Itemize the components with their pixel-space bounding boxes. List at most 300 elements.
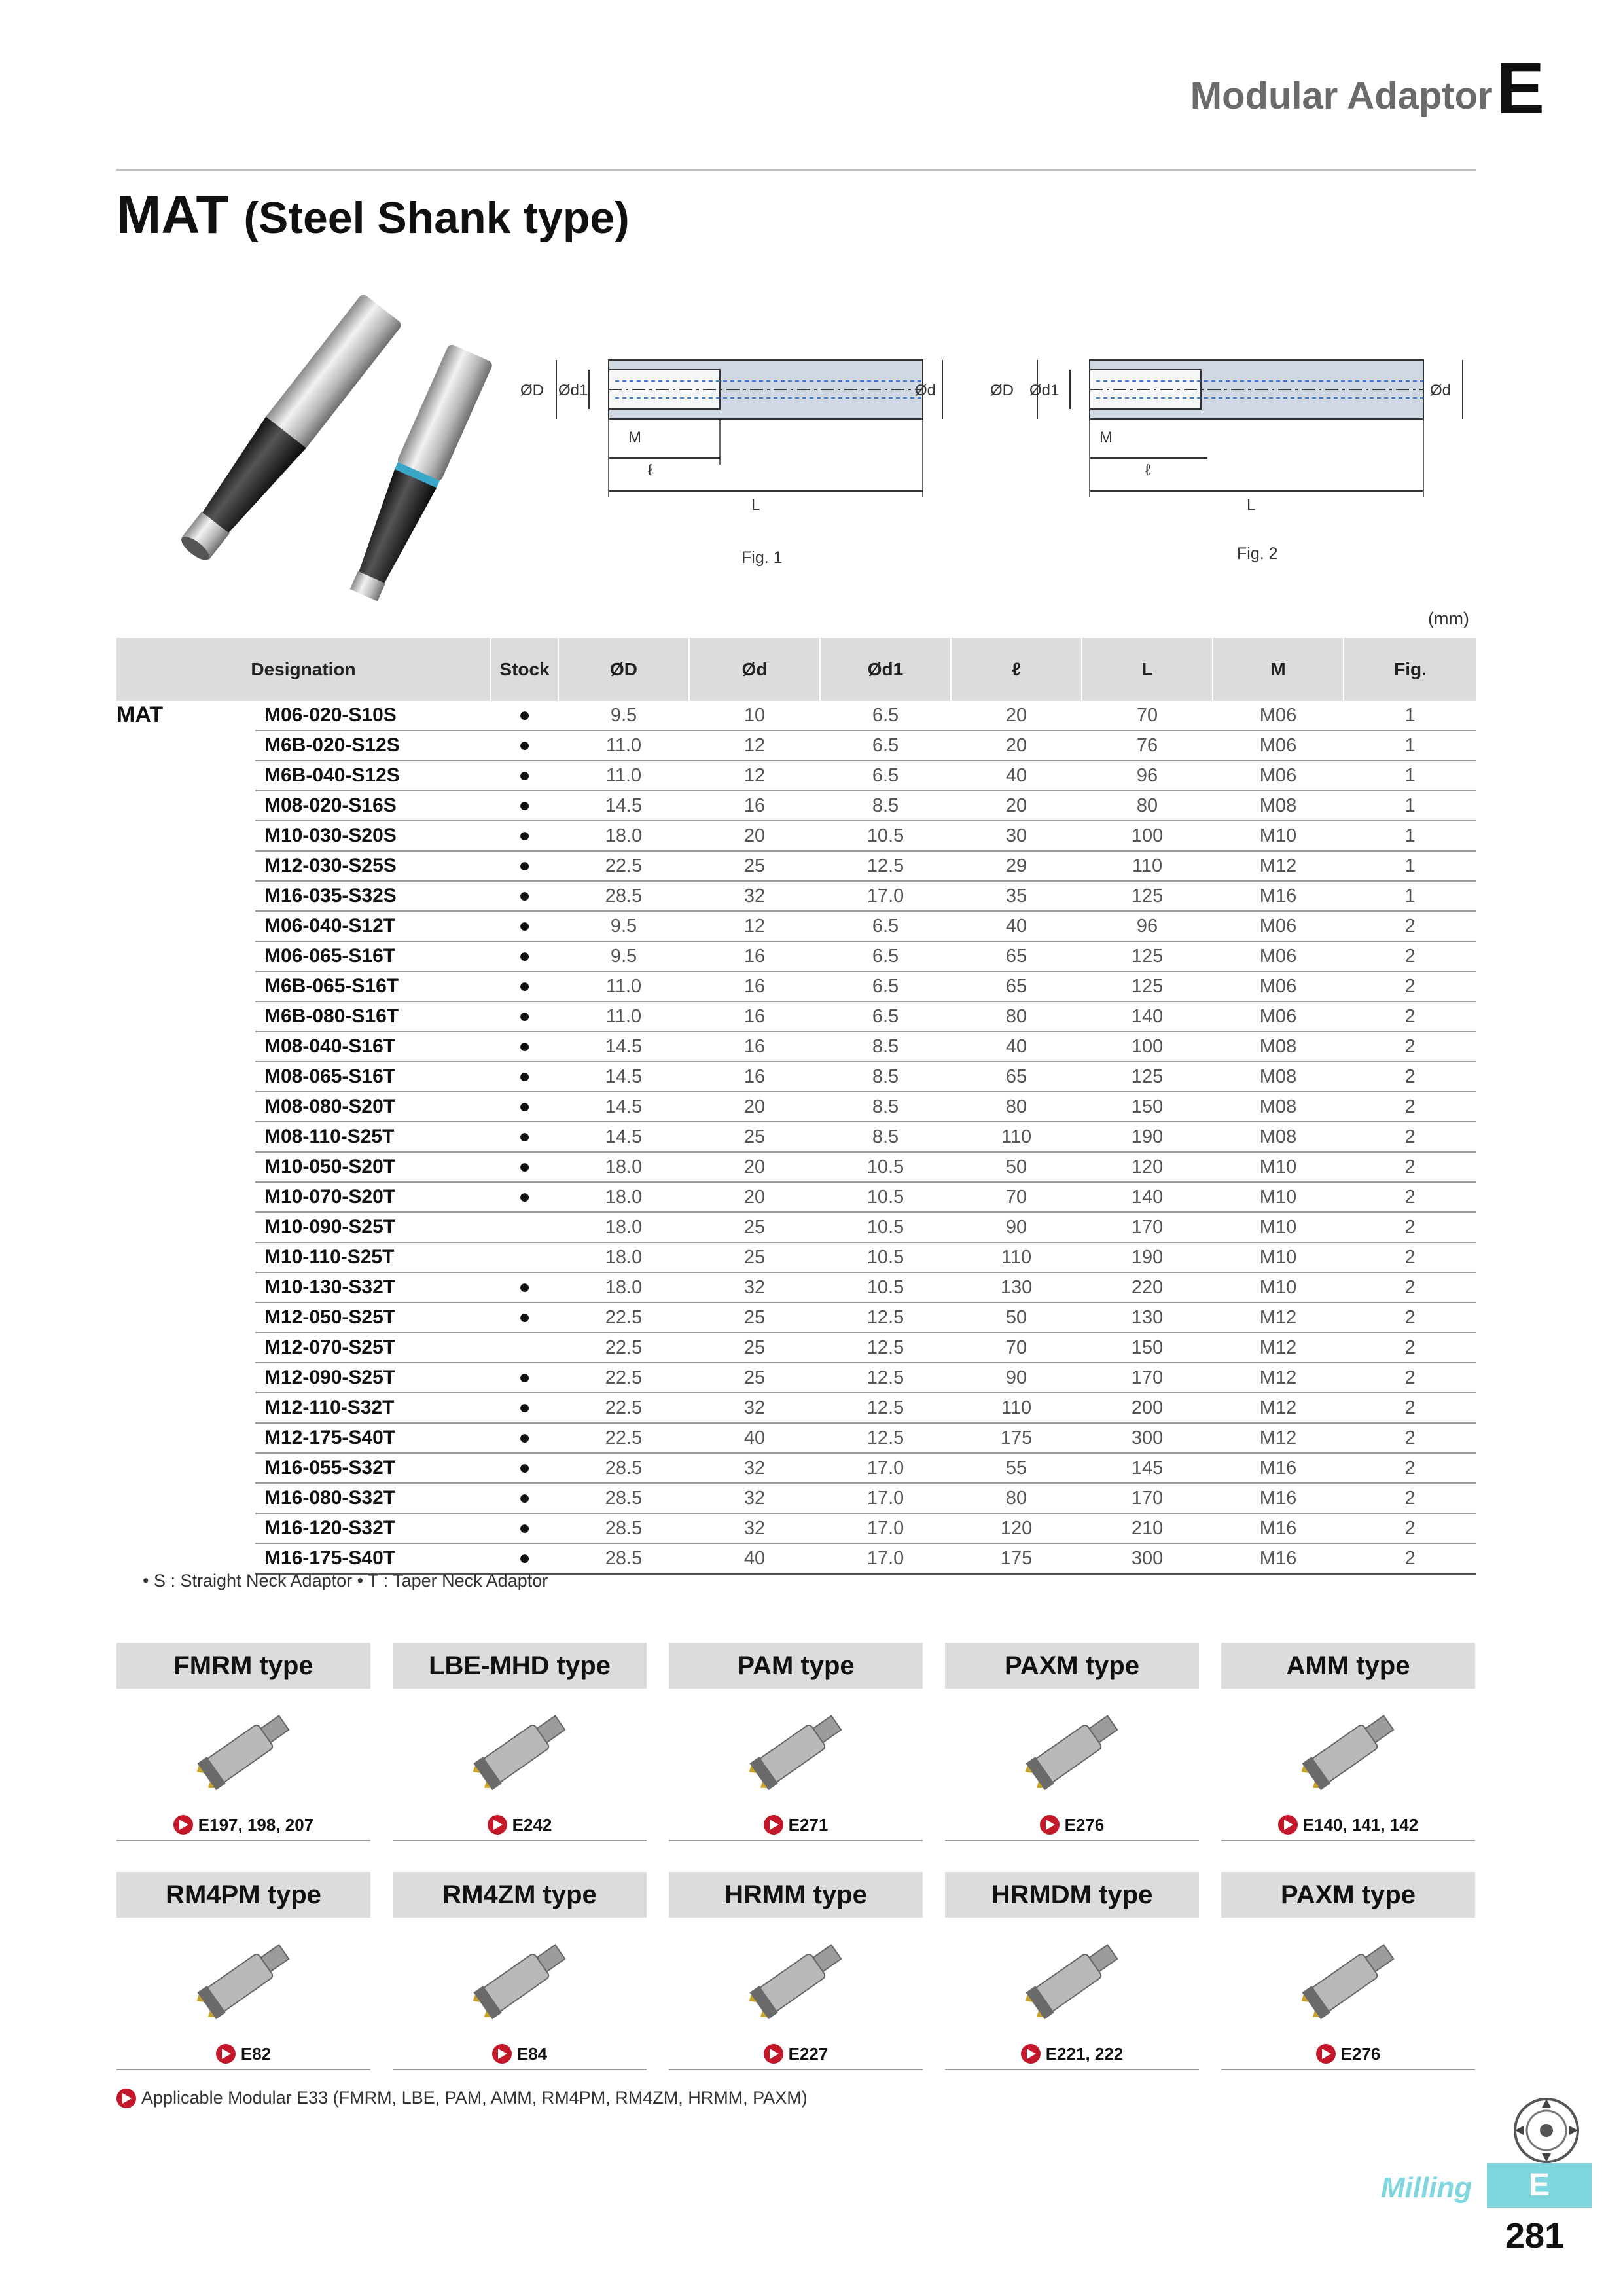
figure-2-label-L: L xyxy=(1247,496,1256,514)
d-cell: 32 xyxy=(689,1453,820,1483)
d1-cell: 8.5 xyxy=(820,1062,951,1092)
table-row xyxy=(116,1242,1476,1272)
l-cell: 65 xyxy=(951,1062,1082,1092)
designation-cell: M12-110-S32T xyxy=(255,1393,491,1423)
table-row xyxy=(116,1483,1476,1513)
page-title xyxy=(116,185,630,246)
stock-cell: ● xyxy=(491,1152,558,1182)
type-card[interactable] xyxy=(945,1872,1199,2075)
D-cell: 22.5 xyxy=(558,1393,689,1423)
d-cell: 12 xyxy=(689,730,820,761)
designation-cell: M6B-065-S16T xyxy=(255,971,491,1001)
d-cell: 20 xyxy=(689,821,820,851)
M-cell: M08 xyxy=(1213,1062,1344,1092)
L-cell: 76 xyxy=(1082,730,1213,761)
d1-cell: 8.5 xyxy=(820,1122,951,1152)
d1-cell: 17.0 xyxy=(820,881,951,911)
fig-cell: 2 xyxy=(1344,1242,1476,1272)
section-name: Modular Adaptor xyxy=(1190,75,1493,117)
reference-arrow-icon xyxy=(764,2044,783,2064)
figure-2-label-D: ØD xyxy=(990,382,1014,399)
l-cell: 65 xyxy=(951,971,1082,1001)
page-reference[interactable] xyxy=(945,1810,1199,1841)
D-cell: 11.0 xyxy=(558,730,689,761)
page-reference[interactable] xyxy=(669,2039,923,2070)
cutter-image xyxy=(1221,1918,1475,2039)
L-cell: 145 xyxy=(1082,1453,1213,1483)
page-title-sub: (Steel Shank type) xyxy=(243,193,630,243)
fig-cell: 2 xyxy=(1344,1423,1476,1453)
header-stock: Stock xyxy=(491,638,558,701)
l-cell: 90 xyxy=(951,1363,1082,1393)
d1-cell: 12.5 xyxy=(820,1423,951,1453)
footnote xyxy=(116,2088,808,2108)
d1-cell: 10.5 xyxy=(820,1272,951,1302)
stock-cell: ● xyxy=(491,1182,558,1212)
stock-cell: ● xyxy=(491,791,558,821)
fig-cell: 2 xyxy=(1344,1513,1476,1543)
d1-cell: 6.5 xyxy=(820,1001,951,1031)
header-L: L xyxy=(1082,638,1213,701)
D-cell: 28.5 xyxy=(558,1543,689,1574)
fig-cell: 2 xyxy=(1344,1152,1476,1182)
cutter-image xyxy=(945,1918,1199,2039)
type-card-title: AMM type xyxy=(1221,1643,1475,1689)
l-cell: 120 xyxy=(951,1513,1082,1543)
type-card-title: RM4ZM type xyxy=(393,1872,647,1918)
d1-cell: 12.5 xyxy=(820,1302,951,1333)
d-cell: 20 xyxy=(689,1092,820,1122)
page-reference[interactable] xyxy=(669,1810,923,1841)
reference-arrow-icon xyxy=(216,2044,236,2064)
reference-text: E276 xyxy=(1064,1814,1105,1835)
L-cell: 150 xyxy=(1082,1092,1213,1122)
header-fig: Fig. xyxy=(1344,638,1476,701)
stock-cell: ● xyxy=(491,1272,558,1302)
type-card[interactable] xyxy=(1221,1643,1475,1846)
l-cell: 175 xyxy=(951,1423,1082,1453)
table-row xyxy=(116,1062,1476,1092)
d-cell: 32 xyxy=(689,1513,820,1543)
D-cell: 28.5 xyxy=(558,881,689,911)
designation-cell: M16-120-S32T xyxy=(255,1513,491,1543)
L-cell: 96 xyxy=(1082,911,1213,941)
table-row xyxy=(116,1092,1476,1122)
figure-2-label-l: ℓ xyxy=(1145,461,1150,479)
table-row xyxy=(116,730,1476,761)
L-cell: 70 xyxy=(1082,701,1213,730)
type-card-title: HRMDM type xyxy=(945,1872,1199,1918)
designation-cell: M12-030-S25S xyxy=(255,851,491,881)
designation-cell: M08-040-S16T xyxy=(255,1031,491,1062)
table-row xyxy=(116,1423,1476,1453)
d-cell: 16 xyxy=(689,1001,820,1031)
designation-cell: M10-050-S20T xyxy=(255,1152,491,1182)
table-row xyxy=(116,1152,1476,1182)
stock-cell: ● xyxy=(491,941,558,971)
M-cell: M12 xyxy=(1213,1363,1344,1393)
D-cell: 11.0 xyxy=(558,1001,689,1031)
page-reference[interactable] xyxy=(116,1810,370,1841)
d1-cell: 10.5 xyxy=(820,1152,951,1182)
fig-cell: 1 xyxy=(1344,761,1476,791)
M-cell: M16 xyxy=(1213,1543,1344,1574)
cutter-image xyxy=(393,1689,647,1810)
stock-cell: ● xyxy=(491,1031,558,1062)
designation-cell: M08-065-S16T xyxy=(255,1062,491,1092)
M-cell: M10 xyxy=(1213,1152,1344,1182)
d-cell: 25 xyxy=(689,1212,820,1242)
stock-cell: ● xyxy=(491,821,558,851)
page-reference[interactable] xyxy=(116,2039,370,2070)
fig-cell: 1 xyxy=(1344,791,1476,821)
table-row xyxy=(116,1513,1476,1543)
table-row xyxy=(116,1543,1476,1574)
reference-arrow-icon xyxy=(116,2089,136,2108)
d1-cell: 8.5 xyxy=(820,1092,951,1122)
L-cell: 100 xyxy=(1082,1031,1213,1062)
header-d: Ød xyxy=(689,638,820,701)
designation-cell: M10-090-S25T xyxy=(255,1212,491,1242)
reference-text: E227 xyxy=(788,2043,829,2064)
D-cell: 14.5 xyxy=(558,1092,689,1122)
l-cell: 40 xyxy=(951,1031,1082,1062)
stock-cell xyxy=(491,1333,558,1363)
M-cell: M06 xyxy=(1213,971,1344,1001)
type-card-title: PAXM type xyxy=(1221,1872,1475,1918)
fig-cell: 2 xyxy=(1344,911,1476,941)
l-cell: 20 xyxy=(951,791,1082,821)
stock-cell xyxy=(491,1242,558,1272)
L-cell: 140 xyxy=(1082,1182,1213,1212)
spec-table xyxy=(116,638,1476,1575)
d1-cell: 6.5 xyxy=(820,941,951,971)
M-cell: M08 xyxy=(1213,791,1344,821)
figure-1-label-L: L xyxy=(751,496,760,514)
fig-cell: 2 xyxy=(1344,1092,1476,1122)
l-cell: 80 xyxy=(951,1092,1082,1122)
designation-cell: M10-130-S32T xyxy=(255,1272,491,1302)
D-cell: 18.0 xyxy=(558,1152,689,1182)
designation-cell: M10-110-S25T xyxy=(255,1242,491,1272)
l-cell: 50 xyxy=(951,1302,1082,1333)
stock-cell: ● xyxy=(491,1092,558,1122)
L-cell: 190 xyxy=(1082,1242,1213,1272)
L-cell: 120 xyxy=(1082,1152,1213,1182)
fig-cell: 1 xyxy=(1344,881,1476,911)
figure-1-label-D: ØD xyxy=(520,382,544,399)
page-number: 281 xyxy=(1505,2216,1565,2255)
stock-cell: ● xyxy=(491,911,558,941)
stock-cell: ● xyxy=(491,1513,558,1543)
D-cell: 22.5 xyxy=(558,1363,689,1393)
M-cell: M10 xyxy=(1213,1182,1344,1212)
table-row xyxy=(116,1272,1476,1302)
designation-cell: M16-055-S32T xyxy=(255,1453,491,1483)
M-cell: M06 xyxy=(1213,761,1344,791)
table-row xyxy=(116,1031,1476,1062)
header-designation: Designation xyxy=(116,638,491,701)
figure-1-label-d1: Ød1 xyxy=(558,382,588,399)
type-card[interactable] xyxy=(393,1872,647,2075)
D-cell: 18.0 xyxy=(558,1242,689,1272)
cutter-image xyxy=(669,1689,923,1810)
l-cell: 40 xyxy=(951,911,1082,941)
footnote-text: Applicable Modular E33 (FMRM, LBE, PAM, AMM, RM4PM, RM4ZM, HRMM, PAXM) xyxy=(141,2088,808,2108)
stock-cell: ● xyxy=(491,1062,558,1092)
M-cell: M16 xyxy=(1213,881,1344,911)
d1-cell: 6.5 xyxy=(820,730,951,761)
d1-cell: 12.5 xyxy=(820,851,951,881)
legend: • S : Straight Neck Adaptor • T : Taper Neck Adaptor xyxy=(143,1571,548,1590)
L-cell: 125 xyxy=(1082,941,1213,971)
L-cell: 170 xyxy=(1082,1212,1213,1242)
M-cell: M12 xyxy=(1213,851,1344,881)
header-divider xyxy=(116,169,1476,171)
units-label: (mm) xyxy=(1428,609,1469,628)
L-cell: 210 xyxy=(1082,1513,1213,1543)
designation-cell: M12-090-S25T xyxy=(255,1363,491,1393)
stock-cell: ● xyxy=(491,701,558,730)
designation-cell: M16-035-S32S xyxy=(255,881,491,911)
L-cell: 125 xyxy=(1082,1062,1213,1092)
reference-text: E197, 198, 207 xyxy=(198,1814,314,1835)
l-cell: 80 xyxy=(951,1001,1082,1031)
L-cell: 125 xyxy=(1082,881,1213,911)
page-reference[interactable] xyxy=(945,2039,1199,2070)
reference-text: E84 xyxy=(516,2043,548,2064)
fig-cell: 2 xyxy=(1344,1483,1476,1513)
table-row xyxy=(116,851,1476,881)
stock-cell: ● xyxy=(491,730,558,761)
cutter-image xyxy=(945,1689,1199,1810)
D-cell: 22.5 xyxy=(558,1333,689,1363)
header-M: M xyxy=(1213,638,1344,701)
M-cell: M10 xyxy=(1213,1242,1344,1272)
reference-arrow-icon xyxy=(1021,2044,1041,2064)
D-cell: 22.5 xyxy=(558,851,689,881)
reference-arrow-icon xyxy=(492,2044,512,2064)
fig-cell: 2 xyxy=(1344,1543,1476,1574)
type-card[interactable] xyxy=(116,1872,370,2075)
fig-cell: 2 xyxy=(1344,941,1476,971)
D-cell: 28.5 xyxy=(558,1453,689,1483)
l-cell: 175 xyxy=(951,1543,1082,1574)
d-cell: 25 xyxy=(689,1333,820,1363)
type-card-title: LBE-MHD type xyxy=(393,1643,647,1689)
designation-cell: M08-080-S20T xyxy=(255,1092,491,1122)
reference-text: E276 xyxy=(1340,2043,1381,2064)
table-row xyxy=(116,1333,1476,1363)
L-cell: 140 xyxy=(1082,1001,1213,1031)
reference-arrow-icon xyxy=(488,1815,507,1835)
cutter-image xyxy=(669,1918,923,2039)
M-cell: M08 xyxy=(1213,1122,1344,1152)
M-cell: M12 xyxy=(1213,1423,1344,1453)
d1-cell: 10.5 xyxy=(820,1242,951,1272)
designation-cell: M6B-040-S12S xyxy=(255,761,491,791)
stock-cell: ● xyxy=(491,1122,558,1152)
designation-cell: M16-080-S32T xyxy=(255,1483,491,1513)
type-card[interactable] xyxy=(669,1643,923,1846)
figure-2-label-M: M xyxy=(1099,429,1113,446)
reference-text: E82 xyxy=(240,2043,272,2064)
d-cell: 16 xyxy=(689,791,820,821)
M-cell: M06 xyxy=(1213,911,1344,941)
designation-cell: M6B-080-S16T xyxy=(255,1001,491,1031)
reference-arrow-icon xyxy=(1278,1815,1298,1835)
D-cell: 9.5 xyxy=(558,911,689,941)
cutter-image xyxy=(116,1918,370,2039)
d1-cell: 10.5 xyxy=(820,1182,951,1212)
L-cell: 125 xyxy=(1082,971,1213,1001)
d-cell: 16 xyxy=(689,941,820,971)
d-cell: 12 xyxy=(689,911,820,941)
tab-label: Milling xyxy=(1381,2172,1472,2204)
fig-cell: 2 xyxy=(1344,1182,1476,1212)
d1-cell: 10.5 xyxy=(820,821,951,851)
fig-cell: 2 xyxy=(1344,1031,1476,1062)
type-card[interactable] xyxy=(945,1643,1199,1846)
D-cell: 14.5 xyxy=(558,1031,689,1062)
d1-cell: 17.0 xyxy=(820,1513,951,1543)
designation-cell: M10-030-S20S xyxy=(255,821,491,851)
type-card-title: FMRM type xyxy=(116,1643,370,1689)
L-cell: 300 xyxy=(1082,1543,1213,1574)
d-cell: 16 xyxy=(689,1031,820,1062)
fig-cell: 1 xyxy=(1344,821,1476,851)
D-cell: 14.5 xyxy=(558,1062,689,1092)
fig-cell: 1 xyxy=(1344,730,1476,761)
l-cell: 80 xyxy=(951,1483,1082,1513)
page-title-main: MAT xyxy=(116,185,229,245)
l-cell: 40 xyxy=(951,761,1082,791)
stock-cell: ● xyxy=(491,1423,558,1453)
type-card[interactable] xyxy=(1221,1872,1475,2075)
series-name: MAT xyxy=(116,702,164,727)
header-l: ℓ xyxy=(951,638,1082,701)
D-cell: 18.0 xyxy=(558,1182,689,1212)
page-reference[interactable] xyxy=(393,2039,647,2070)
D-cell: 18.0 xyxy=(558,821,689,851)
d-cell: 32 xyxy=(689,1393,820,1423)
M-cell: M06 xyxy=(1213,701,1344,730)
designation-cell: M10-070-S20T xyxy=(255,1182,491,1212)
table-row xyxy=(116,1001,1476,1031)
reference-text: E271 xyxy=(788,1814,829,1835)
M-cell: M16 xyxy=(1213,1453,1344,1483)
table-row xyxy=(116,1453,1476,1483)
L-cell: 170 xyxy=(1082,1483,1213,1513)
d-cell: 25 xyxy=(689,1122,820,1152)
designation-cell: M12-070-S25T xyxy=(255,1333,491,1363)
type-card[interactable] xyxy=(393,1643,647,1846)
fig-cell: 1 xyxy=(1344,851,1476,881)
reference-arrow-icon xyxy=(1040,1815,1060,1835)
stock-cell: ● xyxy=(491,1453,558,1483)
d-cell: 32 xyxy=(689,1483,820,1513)
cutter-image xyxy=(393,1918,647,2039)
designation-cell: M08-020-S16S xyxy=(255,791,491,821)
fig-cell: 2 xyxy=(1344,1333,1476,1363)
d-cell: 25 xyxy=(689,1302,820,1333)
d1-cell: 12.5 xyxy=(820,1333,951,1363)
page-reference[interactable] xyxy=(1221,2039,1475,2070)
d-cell: 16 xyxy=(689,1062,820,1092)
d-cell: 32 xyxy=(689,881,820,911)
table-header-row xyxy=(116,638,1476,701)
d-cell: 40 xyxy=(689,1543,820,1574)
table-row xyxy=(116,971,1476,1001)
table-row xyxy=(116,1393,1476,1423)
L-cell: 110 xyxy=(1082,851,1213,881)
M-cell: M12 xyxy=(1213,1333,1344,1363)
d1-cell: 12.5 xyxy=(820,1393,951,1423)
D-cell: 11.0 xyxy=(558,761,689,791)
stock-cell: ● xyxy=(491,971,558,1001)
page-reference[interactable] xyxy=(1221,1810,1475,1841)
d1-cell: 17.0 xyxy=(820,1483,951,1513)
designation-cell: M06-065-S16T xyxy=(255,941,491,971)
figure-2-drawing xyxy=(991,347,1476,583)
type-card-title: PAXM type xyxy=(945,1643,1199,1689)
M-cell: M06 xyxy=(1213,730,1344,761)
d1-cell: 6.5 xyxy=(820,971,951,1001)
reference-text: E242 xyxy=(512,1814,552,1835)
stock-cell: ● xyxy=(491,1543,558,1574)
d1-cell: 6.5 xyxy=(820,761,951,791)
page-reference[interactable] xyxy=(393,1810,647,1841)
type-card[interactable] xyxy=(669,1872,923,2075)
d1-cell: 17.0 xyxy=(820,1543,951,1574)
M-cell: M08 xyxy=(1213,1092,1344,1122)
l-cell: 35 xyxy=(951,881,1082,911)
fig-cell: 2 xyxy=(1344,1122,1476,1152)
M-cell: M06 xyxy=(1213,941,1344,971)
d-cell: 25 xyxy=(689,851,820,881)
designation-cell: M08-110-S25T xyxy=(255,1122,491,1152)
designation-cell: M12-050-S25T xyxy=(255,1302,491,1333)
l-cell: 70 xyxy=(951,1182,1082,1212)
cutter-image xyxy=(1221,1689,1475,1810)
l-cell: 70 xyxy=(951,1333,1082,1363)
l-cell: 55 xyxy=(951,1453,1082,1483)
l-cell: 20 xyxy=(951,730,1082,761)
D-cell: 28.5 xyxy=(558,1483,689,1513)
type-card[interactable] xyxy=(116,1643,370,1846)
fig-cell: 2 xyxy=(1344,1393,1476,1423)
table-row xyxy=(116,1302,1476,1333)
section-title xyxy=(1190,48,1544,129)
d-cell: 16 xyxy=(689,971,820,1001)
figure-2-label-d: Ød xyxy=(1430,382,1452,399)
figure-1-label-l: ℓ xyxy=(648,461,653,479)
L-cell: 190 xyxy=(1082,1122,1213,1152)
fig-cell: 2 xyxy=(1344,1453,1476,1483)
table-row xyxy=(116,701,1476,730)
D-cell: 11.0 xyxy=(558,971,689,1001)
stock-cell: ● xyxy=(491,851,558,881)
fig-cell: 2 xyxy=(1344,1302,1476,1333)
reference-arrow-icon xyxy=(764,1815,783,1835)
table-row xyxy=(116,911,1476,941)
designation-cell: M12-175-S40T xyxy=(255,1423,491,1453)
D-cell: 28.5 xyxy=(558,1513,689,1543)
M-cell: M10 xyxy=(1213,1272,1344,1302)
designation-cell: M16-175-S40T xyxy=(255,1543,491,1574)
M-cell: M16 xyxy=(1213,1513,1344,1543)
type-card-title: HRMM type xyxy=(669,1872,923,1918)
